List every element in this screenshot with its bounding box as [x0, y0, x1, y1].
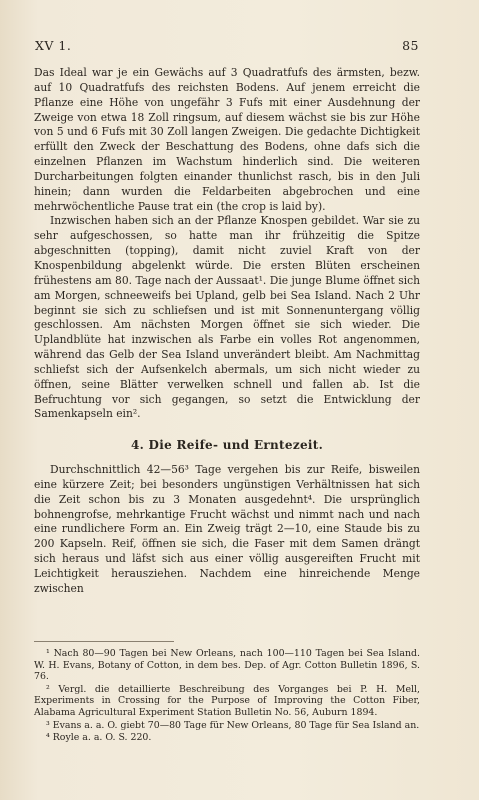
footnote: ³ Evans a. a. O. giebt 70—80 Tage für New Orleans, 80 Tage für Sea Island an.: [46, 719, 420, 731]
section-heading: 4. Die Reife- und Erntezeit.: [130, 438, 324, 453]
footnote: ⁴ Royle a. a. O. S. 220.: [46, 732, 152, 744]
paragraph: Durchschnittlich 42—56³ Tage vergehen bis zur Reife, bisweilen eine kürzere Zeit; bei besonders ungünstigen Verhältnissen hat sich die Zeit schon bis zu 3 Monaten ausgedehnt⁴. Die ursprünglich bohnengrofse, mehrkantige Frucht wächst und nimmt nach und nach eine rundlichere Form an. Ein Zweig trägt 2—10, eine Staude bis zu 200 Kapseln. Reif, öffnen sie sich, die Faser mit dem Samen drängt sich heraus und läfst sich aus einer völlig ausgereiften Frucht mit Leichtigkeit herausziehen. Nachdem eine hinreichende Menge zwischen: [34, 463, 420, 595]
footnote-divider: [34, 641, 174, 642]
footnote: ² Vergl. die detaillierte Beschreibung des Vorganges bei P. H. Mell, Experiments in Crossing for the Purpose of Improving the Cotton Fiber, Alabama Agricultural Experiment Station Bulletin No. 56, Auburn 1894.: [34, 683, 420, 718]
paragraph: Das Ideal war je ein Gewächs auf 3 Quadratfufs des ärmsten, bezw. auf 10 Quadratfufs des reichsten Bodens. Auf jenem erreicht die Pflanze eine Höhe von ungefähr 3 Fufs mit einer Ausdehnung der Zweige von etwa 18 Zoll ringsum, auf diesem wächst sie bis zur Höhe von 5 und 6 Fufs mit 30 Zoll langen Zweigen. Die gedachte Dichtigkeit erfüllt den Zweck der Beschattung des Bodens, ohne dafs sich die einzelnen Pflanzen im Wachstum hinderlich sind. Die weiteren Durcharbeitungen folgten einander thunlichst rasch, bis in den Juli hinein; dann wurden die Feldarbeiten abgebrochen und eine mehrwöchentliche Pause trat ein (the crop is laid by).: [34, 66, 420, 213]
running-header: [35, 38, 419, 53]
main-text: [34, 66, 420, 597]
footnote: ¹ Nach 80—90 Tagen bei New Orleans, nach 100—110 Tagen bei Sea Island. W. H. Evans, Botany of Cotton, in dem bes. Dep. of Agr. Cotton Bulletin 1896, S. 76.: [34, 648, 420, 683]
page-number: 85: [402, 38, 419, 53]
footnotes: [34, 641, 420, 745]
section-number: XV 1.: [35, 38, 72, 53]
paragraph: Inzwischen haben sich an der Pflanze Knospen gebildet. War sie zu sehr aufgeschossen, so hatte man ihr frühzeitig die Spitze abgeschnitten (topping), damit nicht zuviel Kraft von der Knospenbildung abgelenkt würde. Die ersten Blüten erscheinen frühestens am 80. Tage nach der Aussaat¹. Die junge Blume öffnet sich am Morgen, schneeweifs bei Upland, gelb bei Sea Island. Nach 2 Uhr beginnt sie sich zu schliefsen und ist mit Sonnenuntergang völlig geschlossen. Am nächsten Morgen öffnet sie sich wieder. Die Uplandblüte hat inzwischen als Farbe ein volles Rot angenommen, während das Gelb der Sea Island unverändert bleibt. Am Nachmittag schliefst sich der Aufsenkelch abermals, um sich nicht wieder zu öffnen, seine Blätter verwelken schnell und fallen ab. Ist die Befruchtung vor sich gegangen, so setzt die Entwicklung der Samenkapseln ein².: [34, 214, 420, 421]
